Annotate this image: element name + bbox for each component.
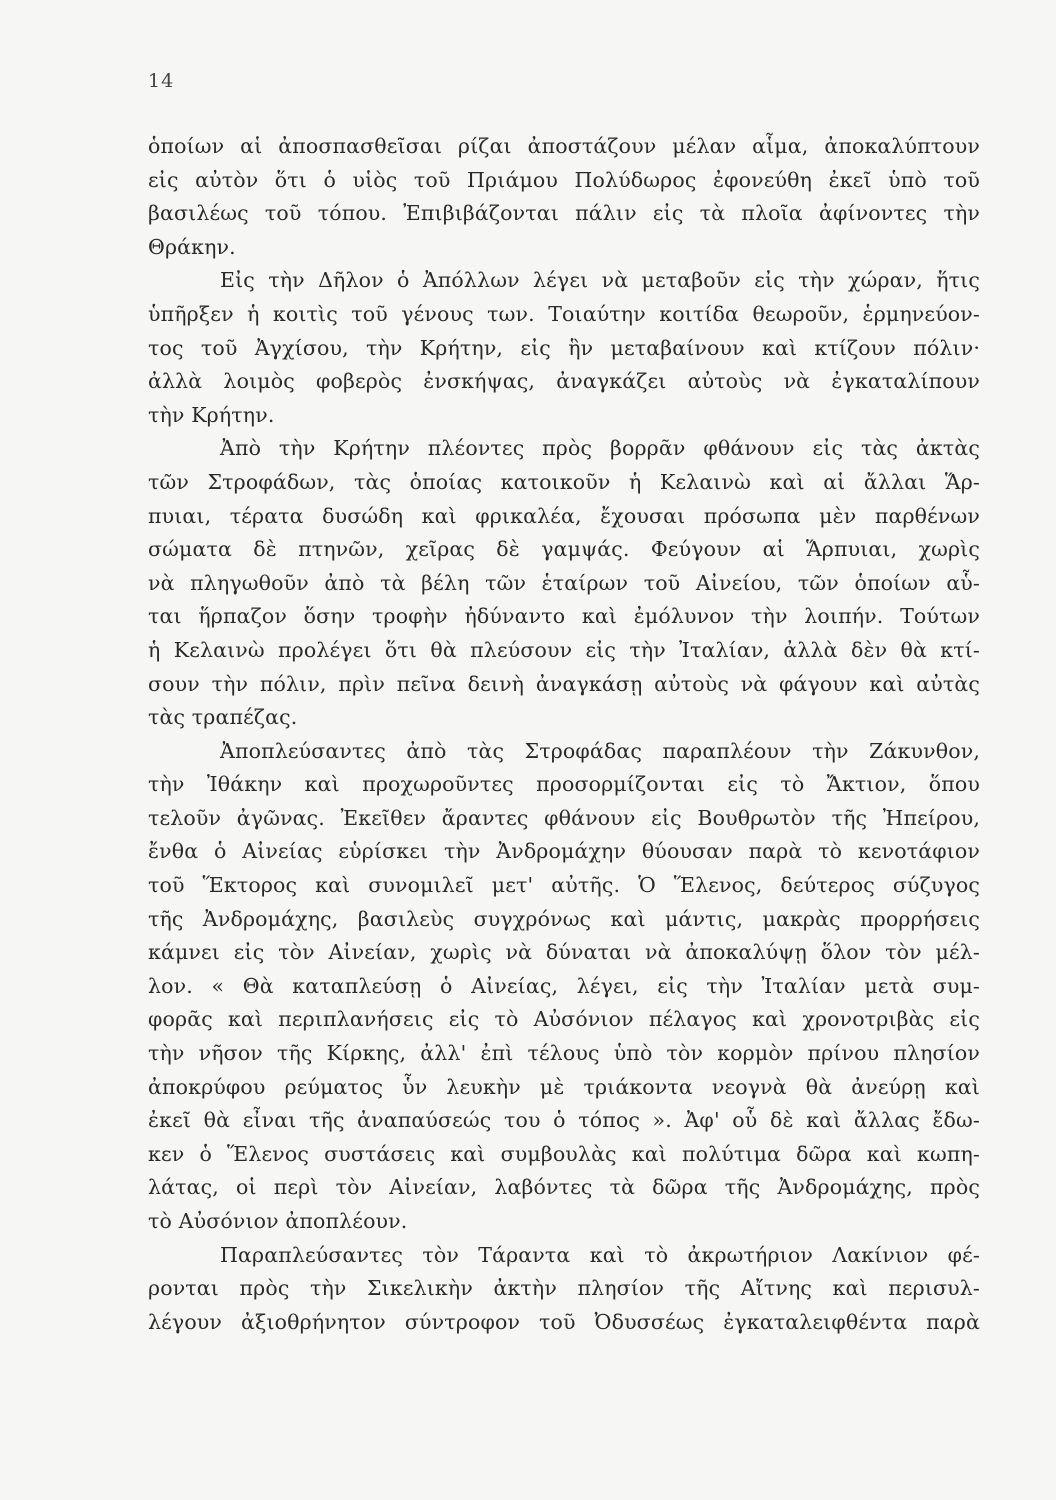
text-line: τοῦ Ἕκτορος καὶ συνομιλεῖ μετ' αὐτῆς. Ὁ Ἕλενος, δεύτερος σύζυγος [148,873,980,898]
text-line: τὴν Κρήτην. [148,402,275,427]
text-line: Ἀποπλεύσαντες ἀπὸ τὰς Στροφάδας παραπλέουν τὴν Ζάκυνθον, [220,738,980,763]
text-line: Θράκην. [148,234,236,259]
text-line: Παραπλεύσαντες τὸν Τάραντα καὶ τὸ ἀκρωτήριον Λακίνιον φέ- [220,1242,980,1267]
text-line: λέγουν ἀξιοθρήνητον σύντροφον τοῦ Ὀδυσσέως ἐγκαταλειφθέντα παρὰ [148,1309,980,1334]
page-number: 14 [148,70,175,92]
text-line: ἀποκρύφου ρεύματος ὗν λευκὴν μὲ τριάκοντα νεογνὰ θὰ ἀνεύρῃ καὶ [148,1074,980,1099]
text-line: τος τοῦ Ἀγχίσου, τὴν Κρήτην, εἰς ἣν μεταβαίνουν καὶ κτίζουν πόλιν· [148,335,980,360]
text-line: κεν ὁ Ἕλενος συστάσεις καὶ συμβουλὰς καὶ πολύτιμα δῶρα καὶ κωπη- [148,1141,980,1166]
text-line: ἔνθα ὁ Αἰνείας εὑρίσκει τὴν Ἀνδρομάχην θύουσαν παρὰ τὸ κενοτάφιον [148,839,980,864]
text-line: φορᾶς καὶ περιπλανήσεις εἰς τὸ Αὐσόνιον πέλαγος καὶ χρονοτριβὰς εἰς [148,1007,980,1032]
text-line: τὴν νῆσον τῆς Κίρκης, ἀλλ' ἐπὶ τέλους ὑπὸ τὸν κορμὸν πρίνου πλησίον [148,1041,980,1066]
text-line: Ἀπὸ τὴν Κρήτην πλέοντες πρὸς βορρᾶν φθάνουν εἰς τὰς ἀκτὰς [220,436,980,461]
text-line: τῶν Στροφάδων, τὰς ὁποίας κατοικοῦν ἡ Κελαινὼ καὶ αἱ ἄλλαι Ἅρ- [148,469,980,494]
text-line: τελοῦν ἀγῶνας. Ἐκεῖθεν ἄραντες φθάνουν εἰς Βουθρωτὸν τῆς Ἠπείρου, [148,805,980,830]
text-line: ἡ Κελαινὼ προλέγει ὅτι θὰ πλεύσουν εἰς τὴν Ἰταλίαν, ἀλλὰ δὲν θὰ κτί- [148,637,980,662]
text-line: ὁποίων αἱ ἀποσπασθεῖσαι ρίζαι ἀποστάζουν μέλαν αἷμα, ἀποκαλύπτουν [148,134,980,158]
text-line: ἐκεῖ θὰ εἶναι τῆς ἀναπαύσεώς του ὁ τόπος ». Ἀφ' οὗ δὲ καὶ ἄλλας ἔδω- [148,1108,980,1133]
text-line: κάμνει εἰς τὸν Αἰνείαν, χωρὶς νὰ δύναται νὰ ἀποκαλύψῃ ὅλον τὸν μέλ- [148,940,980,965]
text-line: λον. « Θὰ καταπλεύσῃ ὁ Αἰνείας, λέγει, εἰς τὴν Ἰταλίαν μετὰ συμ- [148,973,980,998]
text-line: εἰς αὐτὸν ὅτι ὁ υἱὸς τοῦ Πριάμου Πολύδωρος ἐφονεύθη ἐκεῖ ὑπὸ τοῦ [148,167,980,192]
text-line: βασιλέως τοῦ τόπου. Ἐπιβιβάζονται πάλιν εἰς τὰ πλοῖα ἀφίνοντες τὴν [148,201,980,226]
body-text [148,130,980,1339]
text-line: σουν τὴν πόλιν, πρὶν πεῖνα δεινὴ ἀναγκάσῃ αὐτοὺς νὰ φάγουν καὶ αὐτὰς [148,671,980,696]
text-line: τὴν Ἰθάκην καὶ προχωροῦντες προσορμίζονται εἰς τὸ Ἄκτιον, ὅπου [148,772,980,797]
text-line: τῆς Ἀνδρομάχης, βασιλεὺς συγχρόνως καὶ μάντις, μακρὰς προρρήσεις [148,906,980,931]
text-line: τὸ Αὐσόνιον ἀποπλέουν. [148,1209,408,1233]
text-line: ται ἥρπαζον ὅσην τροφὴν ἠδύναντο καὶ ἐμόλυνον τὴν λοιπήν. Τούτων [148,604,980,629]
text-line: ὑπῆρξεν ἡ κοιτὶς τοῦ γένους των. Τοιαύτην κοιτίδα θεωροῦν, ἑρμηνεύον- [148,301,980,326]
text-line: ρονται πρὸς τὴν Σικελικὴν ἀκτὴν πλησίον τῆς Αἴτνης καὶ περισυλ- [148,1276,980,1301]
text-line: τὰς τραπέζας. [148,705,298,730]
text-line: σώματα δὲ πτηνῶν, χεῖρας δὲ γαμψάς. Φεύγουν αἱ Ἅρπυιαι, χωρὶς [148,537,980,562]
text-line: λάτας, οἱ περὶ τὸν Αἰνείαν, λαβόντες τὰ δῶρα τῆς Ἀνδρομάχης, πρὸς [148,1175,980,1200]
text-line: νὰ πληγωθοῦν ἀπὸ τὰ βέλη τῶν ἑταίρων τοῦ Αἰνείου, τῶν ὁποίων αὗ- [148,570,980,595]
text-line: Εἰς τὴν Δῆλον ὁ Ἀπόλλων λέγει νὰ μεταβοῦν εἰς τὴν χώραν, ἥτις [220,268,980,293]
text-line: πυιαι, τέρατα δυσώδη καὶ φρικαλέα, ἔχουσαι πρόσωπα μὲν παρθένων [148,503,980,528]
text-line: ἀλλὰ λοιμὸς φοβερὸς ἐνσκήψας, ἀναγκάζει αὐτοὺς νὰ ἐγκαταλίπουν [148,369,980,394]
